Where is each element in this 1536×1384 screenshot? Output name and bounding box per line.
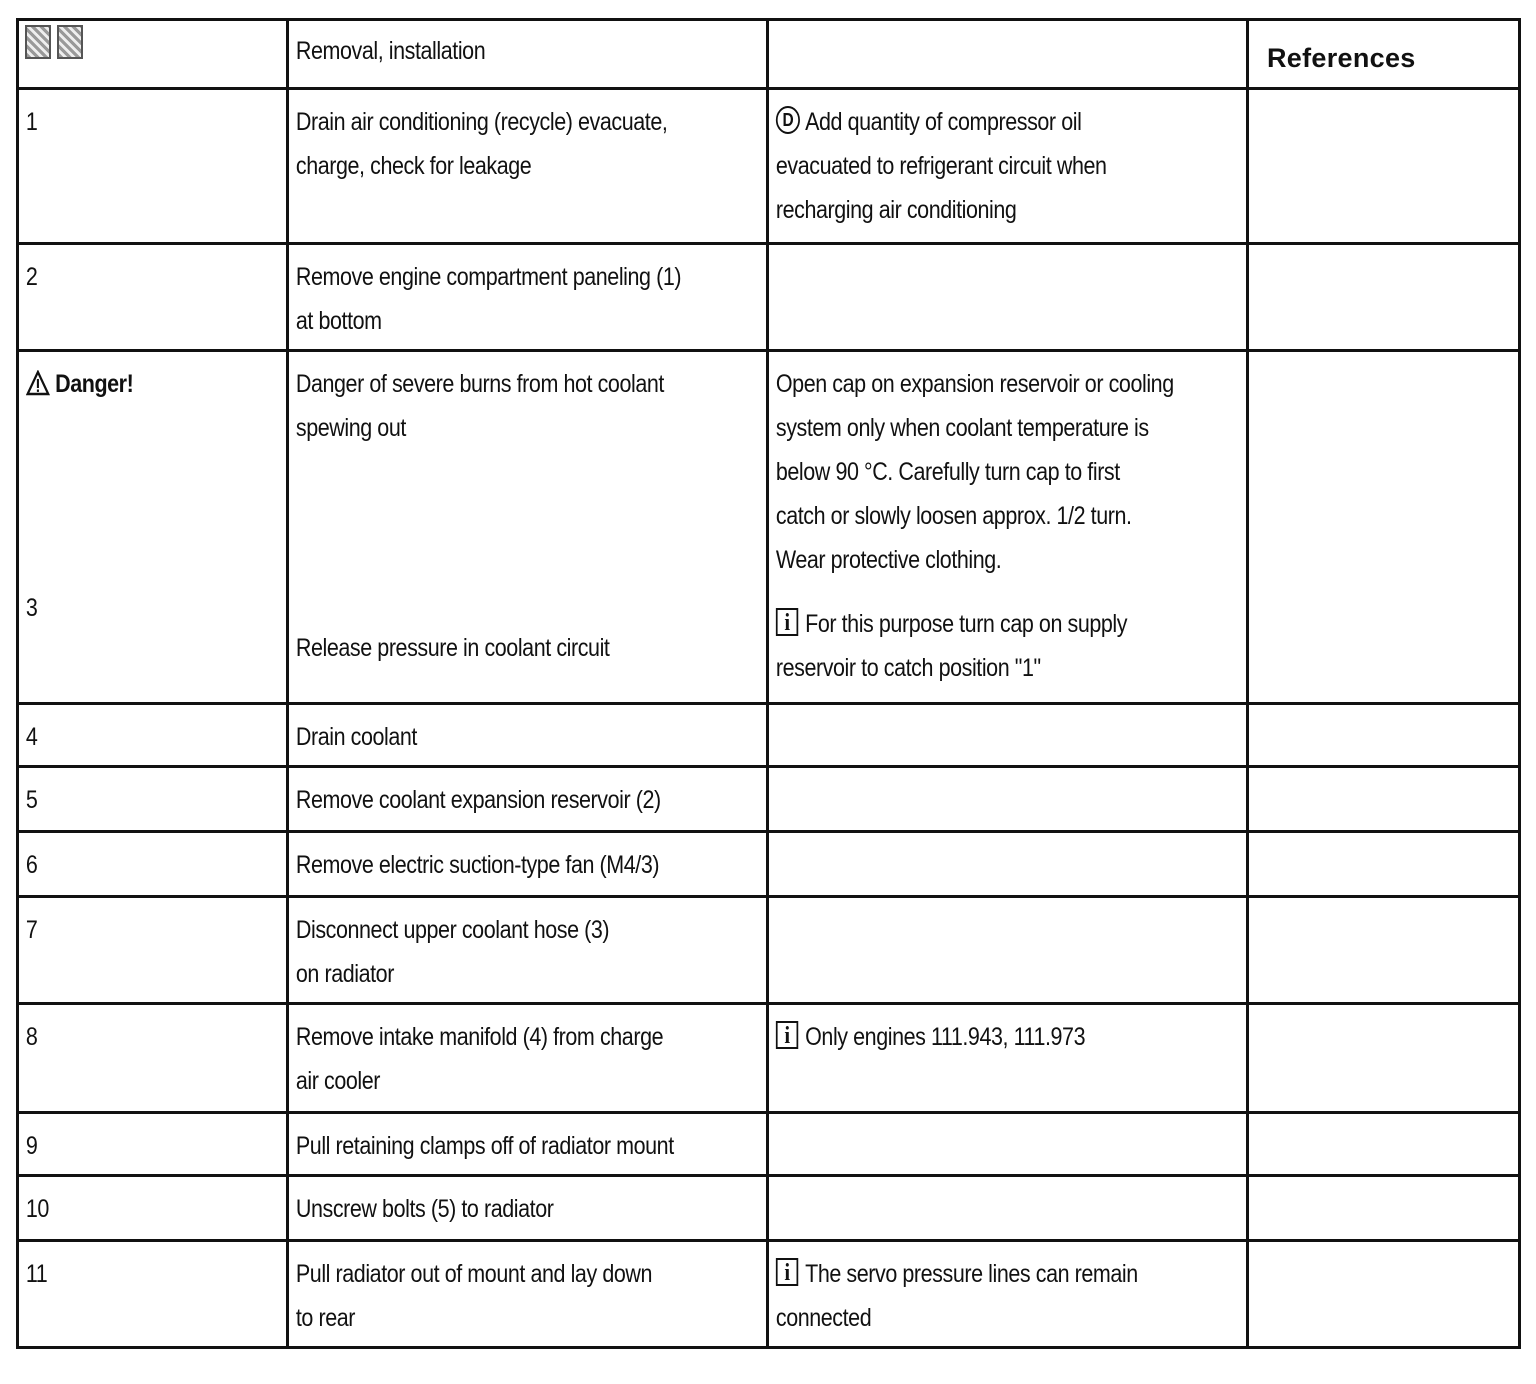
note-line: Open cap on expansion reservoir or cooling <box>775 370 1174 398</box>
action-line: Pull radiator out of mount and lay down <box>295 1260 653 1288</box>
references-cell <box>1248 704 1520 767</box>
header-action-cell <box>288 20 768 89</box>
action-line: to rear <box>295 1304 356 1332</box>
note-line: recharging air conditioning <box>775 196 1017 224</box>
references-cell <box>1248 897 1520 1004</box>
step-action: Drain coolant <box>295 723 417 751</box>
table-row <box>18 704 1520 767</box>
step-number: 10 <box>25 1195 49 1223</box>
info-icon: i <box>776 608 798 636</box>
step-action: Pull retaining clamps off of radiator mount <box>295 1132 674 1160</box>
header-references-cell <box>1248 20 1520 89</box>
references-cell <box>1248 89 1520 244</box>
references-cell <box>1248 1241 1520 1348</box>
step-number: 8 <box>25 1023 38 1051</box>
step-action <box>289 898 772 996</box>
table-row <box>18 832 1520 897</box>
table-row <box>18 1113 1520 1176</box>
step-action <box>289 1005 772 1103</box>
references-cell <box>1248 767 1520 832</box>
step-action: Unscrew bolts (5) to radiator <box>295 1195 554 1223</box>
header-note-label <box>769 21 1252 29</box>
note-line: Only engines 111.943, 111.973 <box>805 1023 1086 1051</box>
step-number: 11 <box>25 1260 48 1288</box>
step-note <box>769 1242 1252 1340</box>
header-icons-cell <box>18 20 288 89</box>
references-cell <box>1248 1004 1520 1113</box>
note-line: connected <box>775 1304 872 1332</box>
danger-label: Danger! <box>55 370 134 398</box>
references-cell <box>1248 244 1520 351</box>
step-number: 3 <box>25 594 38 622</box>
note-line: evacuated to refrigerant circuit when <box>775 152 1107 180</box>
step-number: 5 <box>25 786 38 814</box>
step-action: Remove electric suction-type fan (M4/3) <box>295 851 660 879</box>
note-line: reservoir to catch position "1" <box>775 654 1041 682</box>
table-row <box>18 89 1520 244</box>
note-line: Wear protective clothing. <box>775 546 1002 574</box>
table-row <box>18 351 1520 704</box>
table-row <box>18 1004 1520 1113</box>
note-line: system only when coolant temperature is <box>775 414 1149 442</box>
step-number: 9 <box>25 1132 38 1160</box>
references-cell <box>1248 1113 1520 1176</box>
table-row <box>18 1176 1520 1241</box>
references-cell <box>1248 351 1520 704</box>
action-line: Danger of severe burns from hot coolant <box>295 370 664 398</box>
disc-icon: D <box>776 106 800 134</box>
procedure-table <box>16 18 1521 1349</box>
action-line: at bottom <box>295 307 382 335</box>
step-number: 2 <box>25 263 38 291</box>
action-line: Remove engine compartment paneling (1) <box>295 263 682 291</box>
header-note-cell <box>768 20 1248 89</box>
step-number <box>19 352 292 630</box>
step-number: 7 <box>25 916 38 944</box>
repair-symbol-icon <box>19 21 83 59</box>
warning-triangle-icon <box>26 366 50 410</box>
table-row <box>18 1241 1520 1348</box>
note-line: below 90 °C. Carefully turn cap to first <box>775 458 1120 486</box>
action-line: charge, check for leakage <box>295 152 532 180</box>
table-row <box>18 767 1520 832</box>
step-action <box>289 352 772 670</box>
step-note <box>769 352 1252 690</box>
references-cell <box>1248 832 1520 897</box>
step-number: 1 <box>25 108 38 136</box>
step-action: Remove coolant expansion reservoir (2) <box>295 786 661 814</box>
step-action <box>289 245 772 343</box>
table-row <box>18 897 1520 1004</box>
step-note <box>769 1005 1252 1059</box>
table-header-row <box>18 20 1520 89</box>
references-cell <box>1248 1176 1520 1241</box>
info-icon: i <box>776 1258 798 1286</box>
note-line: For this purpose turn cap on supply <box>805 610 1128 638</box>
step-number: 6 <box>25 851 38 879</box>
step-note <box>769 90 1252 232</box>
action-line: spewing out <box>295 414 406 442</box>
note-line: The servo pressure lines can remain <box>805 1260 1138 1288</box>
action-line: air cooler <box>295 1067 381 1095</box>
note-line: Add quantity of compressor oil <box>805 108 1082 136</box>
info-icon: i <box>776 1021 798 1049</box>
action-line: Release pressure in coolant circuit <box>295 634 610 662</box>
action-line: Remove intake manifold (4) from charge <box>295 1023 664 1051</box>
step-number: 4 <box>25 723 38 751</box>
step-action <box>289 1242 772 1340</box>
action-line: Drain air conditioning (recycle) evacuate, <box>295 108 668 136</box>
action-line: Disconnect upper coolant hose (3) <box>295 916 610 944</box>
note-line: catch or slowly loosen approx. 1/2 turn. <box>775 502 1132 530</box>
header-action-label: Removal, installation <box>295 37 486 65</box>
table-row <box>18 244 1520 351</box>
header-references-label: References <box>1267 43 1416 73</box>
action-line: on radiator <box>295 960 394 988</box>
step-action <box>289 90 772 188</box>
